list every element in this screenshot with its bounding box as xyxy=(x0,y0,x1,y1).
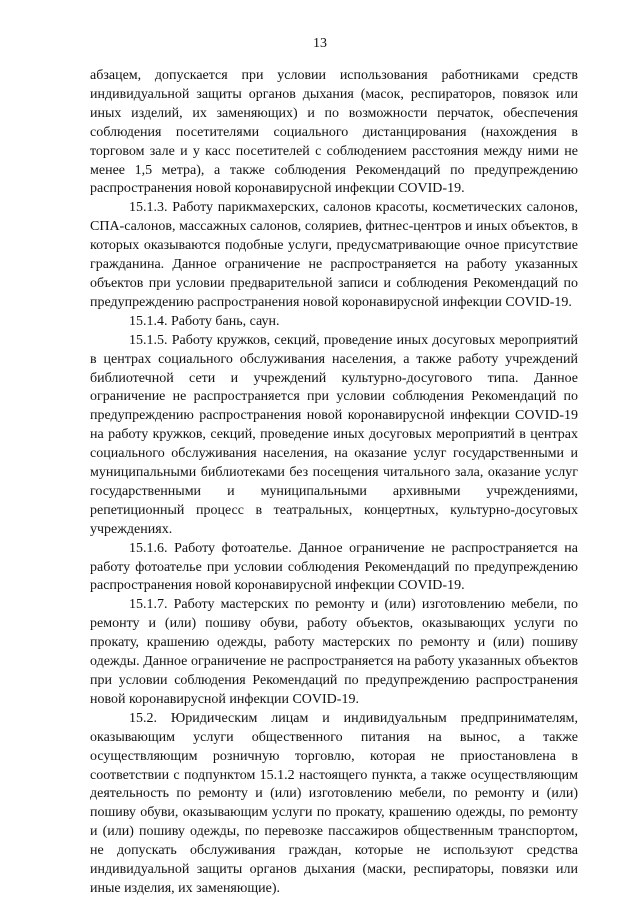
paragraph-continuation: абзацем, допускается при условии использования работниками средств индивидуальной защиты органов дыхания (масок, респираторов, повязок или иных изделий, их заменяющих) и по возможности перчаток, обеспечения соблюдения посетителями социального дистанцирования (нахождения в торговом зале и у касс посетителей с соблюдением расстояния между ними не менее 1,5 метра), а также соблюдения Рекомендаций по предупреждению распространения новой коронавирусной инфекции COVID-19. xyxy=(90,68,578,197)
page-number: 13 xyxy=(313,36,327,51)
document-body xyxy=(90,67,578,899)
paragraph-15-1-6: 15.1.6. Работу фотоателье. Данное ограничение не распространяется на работу фотоателье при условии соблюдения Рекомендаций по предупреждению распространения новой коронавирусной инфекции COVID-19. xyxy=(90,540,578,594)
paragraph-15-1-5: 15.1.5. Работу кружков, секций, проведение иных досуговых мероприятий в центрах социального обслуживания населения, а также работу учреждений библиотечной сети и учреждений культурно-досугового типа. Данное ограничение не распространяется при условии соблюдения Рекомендаций по предупреждению распространения новой коронавирусной инфекции COVID-19 на работу кружков, секций, проведение иных досуговых мероприятий в центрах социального обслуживания населения, на оказание услуг государственными и муниципальными библиотеками без посещения читального зала, оказание услуг государственными и муниципальными архивными учреждениями, репетиционный процесс в театральных, концертных, культурно-досуговых учреждениях. xyxy=(90,332,578,537)
paragraph-15-1-7: 15.1.7. Работу мастерских по ремонту и (или) изготовлению мебели, по ремонту и (или) пошиву обуви, работу объектов, оказывающих услуги по прокату, крашению одежды, работу мастерских по ремонту и (или) пошиву одежды. Данное ограничение не распространяется на работу указанных объектов при условии соблюдения Рекомендаций по предупреждению распространения новой коронавирусной инфекции COVID-19. xyxy=(90,597,578,707)
paragraph-15-1-4: 15.1.4. Работу бань, саун. xyxy=(129,313,280,329)
paragraph-15-1-3: 15.1.3. Работу парикмахерских, салонов красоты, косметических салонов, СПА-салонов, массажных салонов, соляриев, фитнес-центров и иных объектов, в которых оказываются подобные услуги, предусматривающие очное присутствие гражданина. Данное ограничение не распространяется на работу указанных объектов при условии предварительной записи и соблюдения Рекомендаций по предупреждению распространения новой коронавирусной инфекции COVID-19. xyxy=(90,200,578,310)
paragraph-15-2: 15.2. Юридическим лицам и индивидуальным предпринимателям, оказывающим услуги общественного питания на вынос, а также осуществляющим розничную торговлю, которая не приостановлена в соответствии с подпунктом 15.1.2 настоящего пункта, а также осуществляющим деятельность по ремонту и (или) изготовлению мебели, по ремонту и (или) пошиву обуви, оказывающим услуги по прокату, крашению одежды, по ремонту и (или) пошиву одежды, по перевозке пассажиров общественным транспортом, не допускать обслуживания граждан, которые не используют средства индивидуальной защиты органов дыхания (маски, респираторы, повязки или иные изделия, их заменяющие). xyxy=(90,710,578,896)
